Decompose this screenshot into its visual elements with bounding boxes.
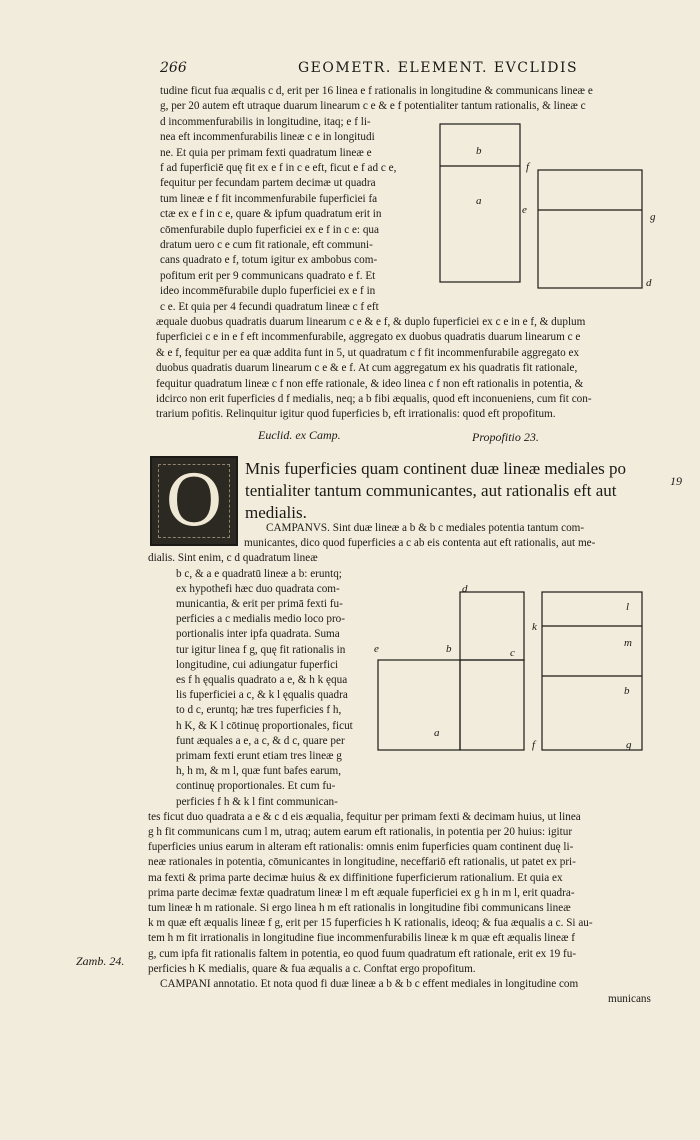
text-line: nea eft incommenfurabilis lineæ c e in longitudi (160, 131, 375, 144)
fig1-label-a: a (476, 195, 482, 207)
fig2-label-b: b (446, 643, 452, 655)
figure-squares-middle (368, 584, 533, 760)
text-line: tem h m fit irrationalis in longitudine fiue incommenfurabilis lineæ k m quæ eft æqualis lineæ f (148, 932, 575, 945)
text-line: ctæ ex e f in c e, quare & ipfum quadratum erit in (160, 208, 382, 221)
text-line: lis fuperficiei a c, & k l ęqualis quadra (176, 689, 348, 702)
decorated-initial (150, 456, 238, 546)
text-line: perficies a c medialis medio loco pro- (176, 613, 345, 626)
fig2-label-a: a (434, 727, 440, 739)
text-line: dialis. Sint enim, c d quadratum lineæ (148, 552, 318, 565)
text-line: portionalis inter ipfa quadrata. Suma (176, 628, 340, 641)
text-line: cans quadrato e f, totum igitur ex ambobus com- (160, 254, 378, 267)
running-title: GEOMETR. ELEMENT. EVCLIDIS (298, 60, 579, 76)
caption-euclid: Euclid. ex Camp. (258, 428, 341, 442)
fig3-label-g: g (626, 739, 632, 751)
text-line: b c, & a e quadratū lineæ a b: eruntq; (176, 567, 342, 580)
text-line: continuę proportionales. Et cum fu- (176, 780, 336, 793)
fig3-label-f: f (532, 739, 536, 751)
text-line: trarium pofitis. Relinquitur igitur quod fuperficies b, eft irrationalis: quod eft propofitum. (156, 408, 556, 421)
initial-letter: O (165, 460, 223, 542)
fig3-label-b: b (624, 685, 630, 697)
text-line: tur igitur linea f g, quę fit rationalis in (176, 643, 346, 656)
margin-number: 19 (670, 474, 682, 488)
fig3-label-k: k (532, 621, 537, 633)
text-line: duobus quadratis duarum linearum c e & e f. At cum aggregatum ex his quadratis fit rationale, (156, 362, 578, 375)
text-line: municans (608, 993, 651, 1006)
text-line: municantia, & erit per primā fexti fu- (176, 598, 343, 610)
text-line: g, cum ipfa fit rationalis faltem in potentia, eo quod fuum quadratum eft rationale, erit ex 19 fu- (148, 947, 577, 960)
text-line: cōmenfurabile duplo fuperficiei ex e f in c e: qua (160, 223, 379, 236)
fig2-label-c: c (510, 647, 515, 659)
fig3-label-l: l (626, 601, 630, 613)
fig3-label-m: m (624, 637, 632, 649)
text-line: longitudine, cui adiungatur fuperfici (176, 658, 339, 671)
text-line: pofitum erit per 9 communicans quadrato e f. Et (160, 269, 376, 282)
text-line: c e. Et quia per 4 fecundi quadratum lineæ c f eft (160, 300, 379, 313)
fig2-square-left (378, 660, 460, 750)
text-line: ex hypothefi hæc duo quadrata com- (176, 582, 340, 595)
text-line: idcirco non erit fuperficies d f medialis, neq; a b fibi æqualis, quod eft inconueniens, cum fit con- (156, 393, 592, 405)
text-line: & e f, fequitur per ea quæ addita funt in 5, ut quadratum c f fit incommenfurabile aggregato ex (156, 346, 580, 359)
fig1-label-b: b (476, 145, 482, 157)
fig1-label-g: g (650, 211, 656, 223)
text-line: neæ rationales in potentia, cōmunicantes in longitudine, neceffariō eft rationalis, ut patet ex pri- (148, 856, 576, 869)
text-line: f ad fuperficiē quę fit ex e f in c e eft, ficut e f ad c e, (160, 162, 397, 174)
text-line: primam fexti erunt etiam tres lineæ g (176, 750, 342, 762)
text-line: perficies h K medialis, quare & fua æqualis a c. Conftat ergo propofitum. (148, 962, 476, 975)
text-line: dratum uero c e cum fit rationale, eft communi- (160, 239, 373, 251)
text-line: g h fit communicans cum l m, utraq; autem earum eft rationalis, in potentia per 20 huius: igitur (148, 826, 573, 838)
figure-rectangles-right (530, 584, 670, 760)
text-line: fuperficies unius earum in alteram eft rationalis: omnis enim fuperficies quam continent duę li- (148, 841, 574, 854)
text-line: tum lineæ e f fit incommenfurabile fuperficiei fa (160, 192, 378, 205)
margin-zamb: Zamb. 24. (76, 954, 125, 968)
text-line: fequitur quadratum lineæ c f non effe rationale, & ideo linea c f non eft rationalis in potentia, & (156, 377, 584, 390)
text-line: tes ficut duo quadrata a e & c d eis æqualia, fequitur per primam fexti & decimam huius, ut linea (148, 810, 581, 823)
text-line: es f h ęqualis quadrato a e, & h k ęqua (176, 674, 348, 686)
text-line: medialis. (245, 503, 307, 522)
text-line: ma fexti & prima parte decimæ huius & ex diffinitione fuperficierum rationalium. Et quia ex (148, 871, 563, 884)
text-line: prima parte decimæ fextæ quadratum lineæ l m eft æquale fuperficiei ex g h in m l, erit quadra- (148, 886, 575, 899)
text-line: k m quæ eft æqualis lineæ f g, erit per 15 fuperficies h K rationalis, ideoq; & fua æqualis a c. Si au- (148, 917, 593, 930)
text-line: fuperficiei c e in e f eft incommenfurabile, aggregato ex duobus quadratis duarum linearum c e (156, 331, 581, 344)
fig3-column (542, 592, 642, 750)
text-line: ne. Et quia per primam fexti quadratum lineæ e (160, 146, 372, 159)
text-line: Mnis fuperficies quam continent duæ lineæ mediales po (245, 459, 627, 478)
text-line: d incommenfurabilis in longitudine, itaq; e f li- (160, 115, 371, 128)
page-header (160, 60, 660, 80)
fig1-label-e: e (522, 204, 527, 216)
text-line: CAMPANVS. Sint duæ lineæ a b & b c mediales potentia tantum com- (266, 522, 585, 534)
text-line: ideo incommēfurabile duplo fuperficiei ex e f in (160, 285, 376, 298)
text-line: æquale duobus quadratis duarum linearum c e & e f, & duplo fuperficiei ex c e in e f, & duplum (156, 316, 586, 328)
caption-proposition: Propofitio 23. (472, 430, 539, 444)
text-line: tentialiter tantum communicantes, aut rationalis eft aut (245, 481, 617, 500)
text-line: tum lineæ h m rationale. Si ergo linea h m eft rationalis in longitudine fibi communicans lineæ (148, 902, 571, 914)
text-line: fequitur per fecundam partem decimæ ut quadra (160, 177, 376, 190)
fig1-label-d: d (646, 277, 652, 289)
fig1-square-right (538, 170, 642, 288)
text-line: perficies f h & k l fint communican- (176, 795, 338, 808)
fig2-label-e: e (374, 643, 379, 655)
page-number: 266 (160, 60, 187, 76)
text-line: funt æquales a e, a c, & d c, quare per (176, 734, 345, 747)
fig1-label-f: f (526, 161, 530, 173)
fig2-label-d: d (462, 584, 468, 595)
text-line: municantes, dico quod fuperficies a c ab eis contenta aut eft rationalis, aut me- (244, 537, 596, 550)
text-line: h K, & K l cōtinuę proportionales, ficut (176, 719, 353, 732)
text-line: h, h m, & m l, quæ funt bafes earum, (176, 765, 341, 778)
text-line: to d c, eruntq; hæ tres fuperficies f h, (176, 704, 342, 717)
text-line: g, per 20 autem eft utraque duarum linearum c e & e f potentialiter tantum rationalis, & lineæ c (160, 100, 586, 113)
text-line: tudine ficut fua æqualis c d, erit per 16 linea e f rationalis in longitudine & communicans lineæ e (160, 85, 593, 97)
text-line: CAMPANI annotatio. Et nota quod fi duæ lineæ a b & b c effent mediales in longitudine com (160, 978, 579, 990)
fig2-square-right (460, 660, 524, 750)
figure-squares-top (430, 118, 670, 298)
